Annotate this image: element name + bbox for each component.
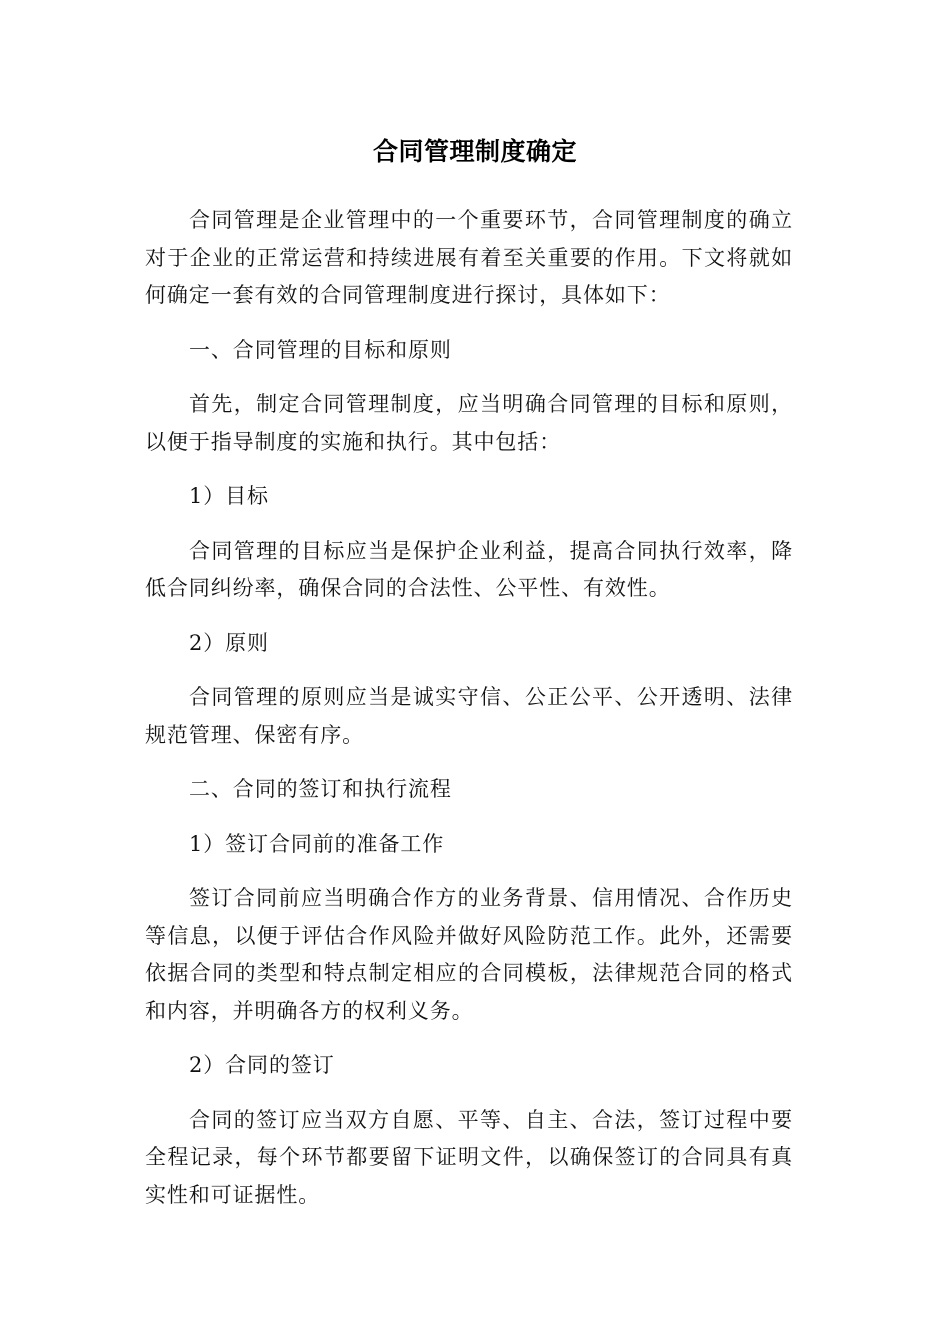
document-body — [145, 202, 793, 1231]
document-title: 合同管理制度确定 — [372, 137, 577, 166]
paragraph-goal: 合同管理的目标应当是保护企业利益，提高合同执行效率，降低合同纠纷率，确保合同的合法性、公平性、有效性。 — [145, 538, 793, 600]
section-heading-1: 一、合同管理的目标和原则 — [189, 337, 452, 362]
paragraph-preparation: 签订合同前应当明确合作方的业务背景、信用情况、合作历史等信息，以便于评估合作风险并做好风险防范工作。此外，还需要依据合同的类型和特点制定相应的合同模板，法律规范合同的格式和内容，并明确各方的权利义务。 — [145, 886, 793, 1023]
paragraph-intro: 合同管理是企业管理中的一个重要环节，合同管理制度的确立对于企业的正常运营和持续进展有着至关重要的作用。下文将就如何确定一套有效的合同管理制度进行探讨，具体如下： — [145, 208, 793, 307]
paragraph-signing: 合同的签订应当双方自愿、平等、自主、合法，签订过程中要全程记录，每个环节都要留下证明文件，以确保签订的合同具有真实性和可证据性。 — [145, 1107, 793, 1207]
subheading-signing: 2）合同的签订 — [189, 1053, 335, 1077]
paragraph-section-1-intro: 首先，制定合同管理制度，应当明确合同管理的目标和原则，以便于指导制度的实施和执行。其中包括： — [145, 392, 793, 454]
subheading-preparation: 1）签订合同前的准备工作 — [189, 831, 445, 856]
paragraph-principle: 合同管理的原则应当是诚实守信、公正公平、公开透明、法律规范管理、保密有序。 — [145, 685, 793, 747]
subheading-goal: 1）目标 — [189, 484, 269, 508]
section-heading-2: 二、合同的签订和执行流程 — [189, 777, 452, 801]
subheading-principle: 2）原则 — [189, 630, 269, 655]
